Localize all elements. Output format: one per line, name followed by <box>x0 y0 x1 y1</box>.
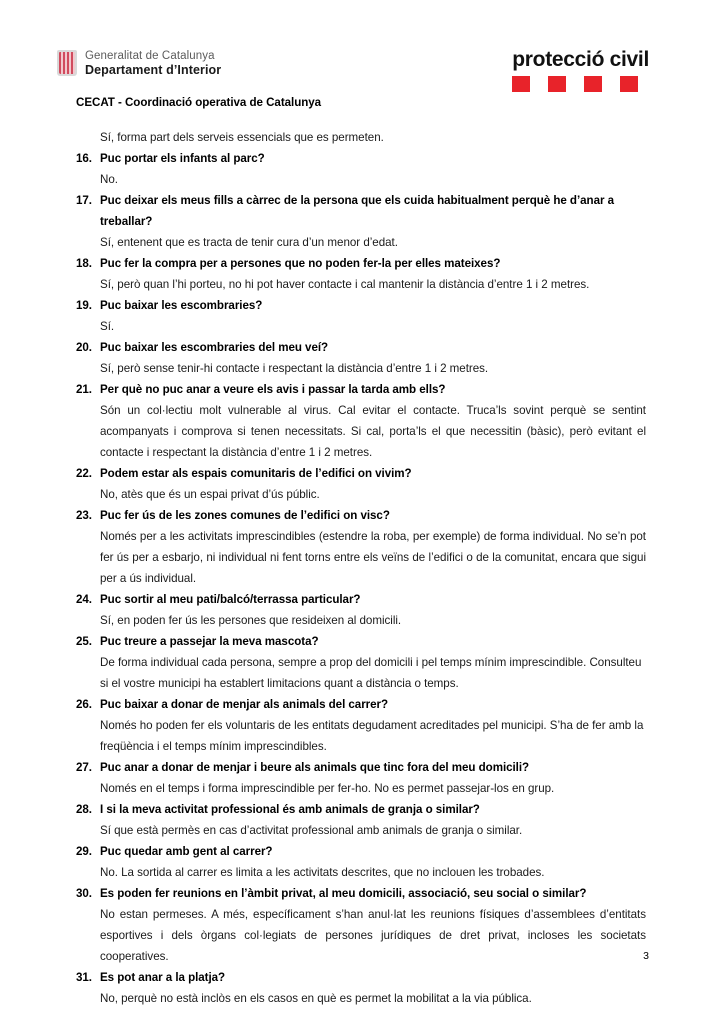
faq-item <box>76 967 646 1009</box>
faq-answer: No estan permeses. A més, específicament s’han anul·lat les reunions físiques d’assemblees d’entitats esportives i dels òrgans col·legiats de persones jurídiques de dret privat, incloses les societats cooperatives. <box>100 908 646 963</box>
faq-question <box>76 190 646 232</box>
faq-question <box>76 967 646 988</box>
faq-answer: Sí, en poden fer ús les persones que resideixen al domicili. <box>100 614 402 627</box>
faq-question-number: 23. <box>76 509 92 522</box>
faq-question-number: 20. <box>76 341 92 354</box>
faq-question-number: 29. <box>76 845 92 858</box>
faq-content <box>76 127 646 1009</box>
page-header <box>0 0 725 109</box>
faq-question-text: Puc portar els infants al parc? <box>100 152 265 165</box>
faq-question <box>76 253 646 274</box>
faq-item <box>76 589 646 631</box>
faq-question-text: Puc anar a donar de menjar i beure als animals que tinc fora del meu domicili? <box>100 761 530 774</box>
faq-question <box>76 379 646 400</box>
faq-item <box>76 148 646 190</box>
faq-question-number: 26. <box>76 698 92 711</box>
page-number: 3 <box>643 950 649 962</box>
faq-question-text: Puc baixar a donar de menjar als animals del carrer? <box>100 698 389 711</box>
faq-item <box>76 253 646 295</box>
faq-answer: Sí, però sense tenir-hi contacte i respectant la distància d’entre 1 i 2 metres. <box>100 362 489 375</box>
faq-answer: Sí, entenent que es tracta de tenir cura d’un menor d’edat. <box>100 236 398 249</box>
faq-question-text: Puc quedar amb gent al carrer? <box>100 845 273 858</box>
generalitat-logo-text <box>85 50 221 77</box>
faq-item <box>76 841 646 883</box>
faq-question <box>76 694 646 715</box>
faq-answer: Sí. <box>100 320 115 333</box>
department-name: Departament d’Interior <box>85 62 222 77</box>
faq-answer: De forma individual cada persona, sempre a prop del domicili i pel temps mínim imprescindible. Consulteu si el vostre municipi ha establert limitacions quant a distància o temps. <box>100 656 642 690</box>
red-square-icon <box>584 76 602 92</box>
proteccio-civil-squares-icon <box>512 76 649 92</box>
faq-question-text: Puc fer la compra per a persones que no poden fer-la per elles mateixes? <box>100 257 501 270</box>
faq-question <box>76 757 646 778</box>
faq-item <box>76 379 646 463</box>
faq-question <box>76 295 646 316</box>
proteccio-civil-logo <box>512 49 649 92</box>
faq-answer: No, atès que és un espai privat d’ús públic. <box>100 488 320 501</box>
faq-question <box>76 631 646 652</box>
faq-question-text: Puc deixar els meus fills a càrrec de la persona que els cuida habitualment perquè he d’anar a treballar? <box>100 194 614 228</box>
faq-answer: No, perquè no està inclòs en els casos en què es permet la mobilitat a la via pública. <box>100 992 532 1005</box>
faq-item <box>76 505 646 589</box>
faq-question-text: Puc fer ús de les zones comunes de l’edifici on visc? <box>100 509 390 522</box>
faq-question-text: Puc baixar les escombraries? <box>100 299 263 312</box>
faq-answer: Només ho poden fer els voluntaris de les entitats degudament acreditades pel municipi. S’ha de fer amb la freqüència i el temps mínim imprescindibles. <box>100 719 644 753</box>
page-title: CECAT - Coordinació operativa de Catalunya <box>76 96 322 109</box>
faq-question-text: Puc baixar les escombraries del meu veí? <box>100 341 329 354</box>
faq-question <box>76 589 646 610</box>
faq-question <box>76 505 646 526</box>
faq-answer: No. La sortida al carrer es limita a les activitats descrites, que no inclouen les trobades. <box>100 866 545 879</box>
faq-list <box>76 148 646 1009</box>
faq-question-number: 25. <box>76 635 92 648</box>
faq-question-number: 18. <box>76 257 92 270</box>
faq-question-number: 28. <box>76 803 92 816</box>
faq-question-number: 30. <box>76 887 92 900</box>
faq-question <box>76 799 646 820</box>
faq-answer: Només en el temps i forma imprescindible per fer-ho. No es permet passejar-los en grup. <box>100 782 555 795</box>
faq-question-number: 19. <box>76 299 92 312</box>
faq-question <box>76 337 646 358</box>
faq-question-number: 21. <box>76 383 92 396</box>
faq-question <box>76 463 646 484</box>
faq-question-number: 24. <box>76 593 92 606</box>
faq-question <box>76 883 646 904</box>
faq-question-text: I si la meva activitat professional és amb animals de granja o similar? <box>100 803 480 816</box>
faq-item <box>76 190 646 253</box>
faq-question-text: Per què no puc anar a veure els avis i passar la tarda amb ells? <box>100 383 446 396</box>
red-square-icon <box>620 76 638 92</box>
faq-item <box>76 799 646 841</box>
faq-question-text: Puc treure a passejar la meva mascota? <box>100 635 319 648</box>
faq-question-number: 22. <box>76 467 92 480</box>
faq-answer: Sí que està permès en cas d’activitat professional amb animals de granja o similar. <box>100 824 523 837</box>
intro-answer: Sí, forma part dels serveis essencials que es permeten. <box>100 131 384 144</box>
faq-question-text: Es poden fer reunions en l’àmbit privat, al meu domicili, associació, seu social o similar? <box>100 887 587 900</box>
red-square-icon <box>512 76 530 92</box>
faq-answer: Són un col·lectiu molt vulnerable al virus. Cal evitar el contacte. Truca’ls sovint perquè se sentint acompanyats i comprova si tenen necessitats. Si cal, porta’ls el que necessitin (bàsic), però evitant el contacte i respectant la distància d’entre 1 i 2 metres. <box>100 404 646 459</box>
faq-answer: Sí, però quan l’hi porteu, no hi pot haver contacte i cal mantenir la distància d’entre 1 i 2 metres. <box>100 278 590 291</box>
red-square-icon <box>548 76 566 92</box>
faq-question-number: 17. <box>76 194 92 207</box>
faq-item <box>76 757 646 799</box>
faq-item <box>76 337 646 379</box>
faq-item <box>76 631 646 694</box>
generalitat-name: Generalitat de Catalunya <box>85 50 215 62</box>
faq-item <box>76 694 646 757</box>
faq-answer: Només per a les activitats imprescindibles (estendre la roba, per exemple) de forma individual. No se’n pot fer ús per a esbarjo, ni individual ni fent torns entre els veïns de l’edifici o de la comunitat, encara que sigui per a ús individual. <box>100 530 646 585</box>
faq-question-text: Puc sortir al meu pati/balcó/terrassa particular? <box>100 593 361 606</box>
faq-question-number: 31. <box>76 971 92 984</box>
faq-question-number: 27. <box>76 761 92 774</box>
faq-item <box>76 295 646 337</box>
faq-item <box>76 463 646 505</box>
faq-item <box>76 883 646 967</box>
faq-question <box>76 148 646 169</box>
faq-question-text: Es pot anar a la platja? <box>100 971 226 984</box>
catalan-senyera-shield-icon <box>57 50 77 76</box>
proteccio-civil-wordmark: protecció civil <box>512 48 649 71</box>
faq-question-number: 16. <box>76 152 92 165</box>
faq-answer: No. <box>100 173 118 186</box>
generalitat-logo <box>57 50 221 77</box>
faq-question-text: Podem estar als espais comunitaris de l’edifici on vivim? <box>100 467 412 480</box>
faq-question <box>76 841 646 862</box>
